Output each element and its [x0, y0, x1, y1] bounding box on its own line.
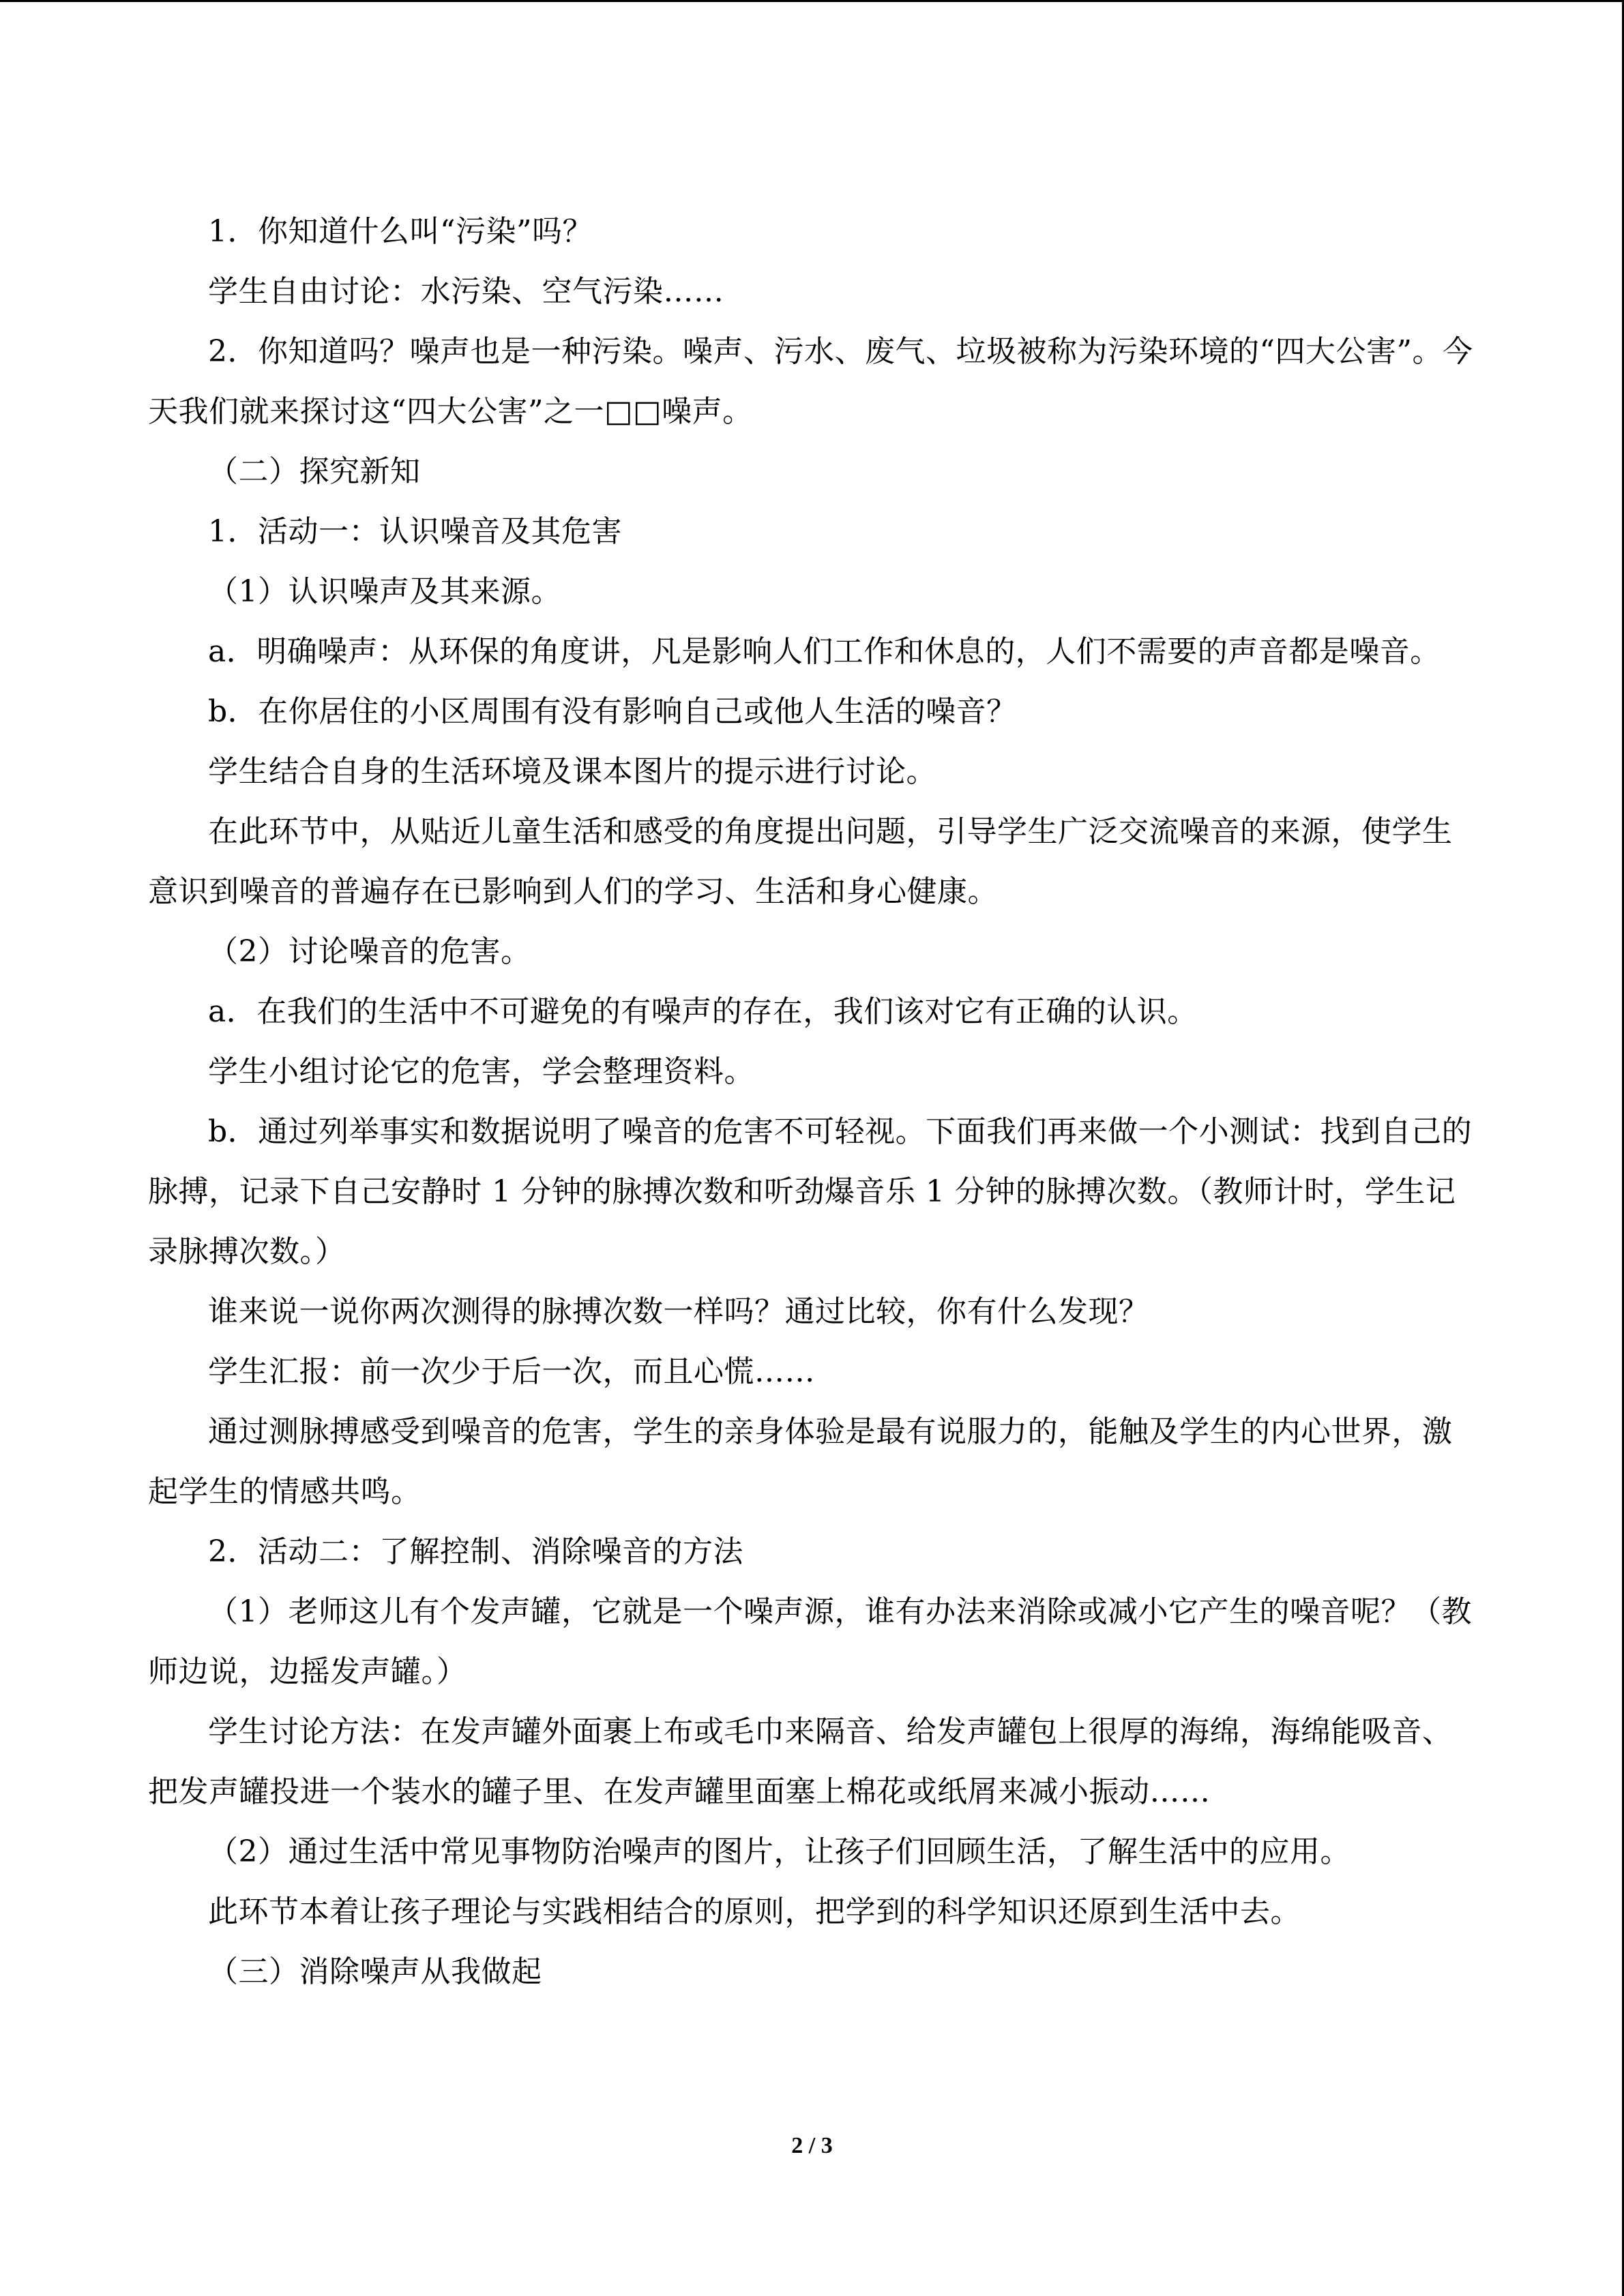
- paragraph: （2）通过生活中常见事物防治噪声的图片，让孩子们回顾生活，了解生活中的应用。: [208, 1834, 1350, 1869]
- paragraph: （2）讨论噪音的危害。: [208, 934, 531, 969]
- paragraph: 学生结合自身的生活环境及课本图片的提示进行讨论。: [208, 754, 936, 789]
- document-body: [148, 202, 1474, 2002]
- paragraph: a．在我们的生活中不可避免的有噪声的存在，我们该对它有正确的认识。: [208, 994, 1198, 1029]
- paragraph: 学生自由讨论：水污染、空气污染……: [208, 274, 724, 309]
- paragraph: a．明确噪声：从环保的角度讲，凡是影响人们工作和休息的，人们不需要的声音都是噪音。: [208, 634, 1441, 669]
- paragraph: 1．你知道什么叫“污染”吗？: [208, 214, 593, 249]
- paragraph: 学生小组讨论它的危害，学会整理资料。: [208, 1054, 754, 1089]
- paragraph: 通过测脉搏感受到噪音的危害，学生的亲身体验是最有说服力的，能触及学生的内心世界，激起学生的情感共鸣。: [148, 1414, 1453, 1509]
- paragraph: 学生汇报：前一次少于后一次，而且心慌……: [208, 1354, 815, 1389]
- paragraph: 2．你知道吗？噪声也是一种污染。噪声、污水、废气、垃圾被称为污染环境的“四大公害”。今天我们就来探讨这“四大公害”之一□□噪声。: [148, 334, 1473, 429]
- page-number: 2 / 3: [791, 2133, 833, 2158]
- paragraph: 学生讨论方法：在发声罐外面裹上布或毛巾来隔音、给发声罐包上很厚的海绵，海绵能吸音、把发声罐投进一个装水的罐子里、在发声罐里面塞上棉花或纸屑来减小振动……: [148, 1714, 1453, 1809]
- paragraph: 谁来说一说你两次测得的脉搏次数一样吗？通过比较，你有什么发现？: [208, 1294, 1149, 1329]
- paragraph: （二）探究新知: [208, 454, 421, 489]
- paragraph: 2．活动二：了解控制、消除噪音的方法: [208, 1534, 743, 1569]
- paragraph: （三）消除噪声从我做起: [208, 1954, 542, 1989]
- paragraph: 在此环节中，从贴近儿童生活和感受的角度提出问题，引导学生广泛交流噪音的来源，使学生意识到噪音的普遍存在已影响到人们的学习、生活和身心健康。: [148, 814, 1453, 909]
- paragraph: 此环节本着让孩子理论与实践相结合的原则，把学到的科学知识还原到生活中去。: [208, 1894, 1301, 1929]
- paragraph: （1）老师这儿有个发声罐，它就是一个噪声源，谁有办法来消除或减小它产生的噪音呢？（教师边说，边摇发声罐。）: [148, 1594, 1472, 1689]
- paragraph: （1）认识噪声及其来源。: [208, 574, 561, 609]
- paragraph: b．在你居住的小区周围有没有影响自己或他人生活的噪音？: [208, 694, 1017, 729]
- paragraph: b．通过列举事实和数据说明了噪音的危害不可轻视。下面我们再来做一个小测试：找到自己的脉搏，记录下自己安静时 1 分钟的脉搏次数和听劲爆音乐 1 分钟的脉搏次数。（教师计时，学生记录脉搏次数。）: [148, 1114, 1473, 1269]
- paragraph: 1．活动一：认识噪音及其危害: [208, 514, 622, 549]
